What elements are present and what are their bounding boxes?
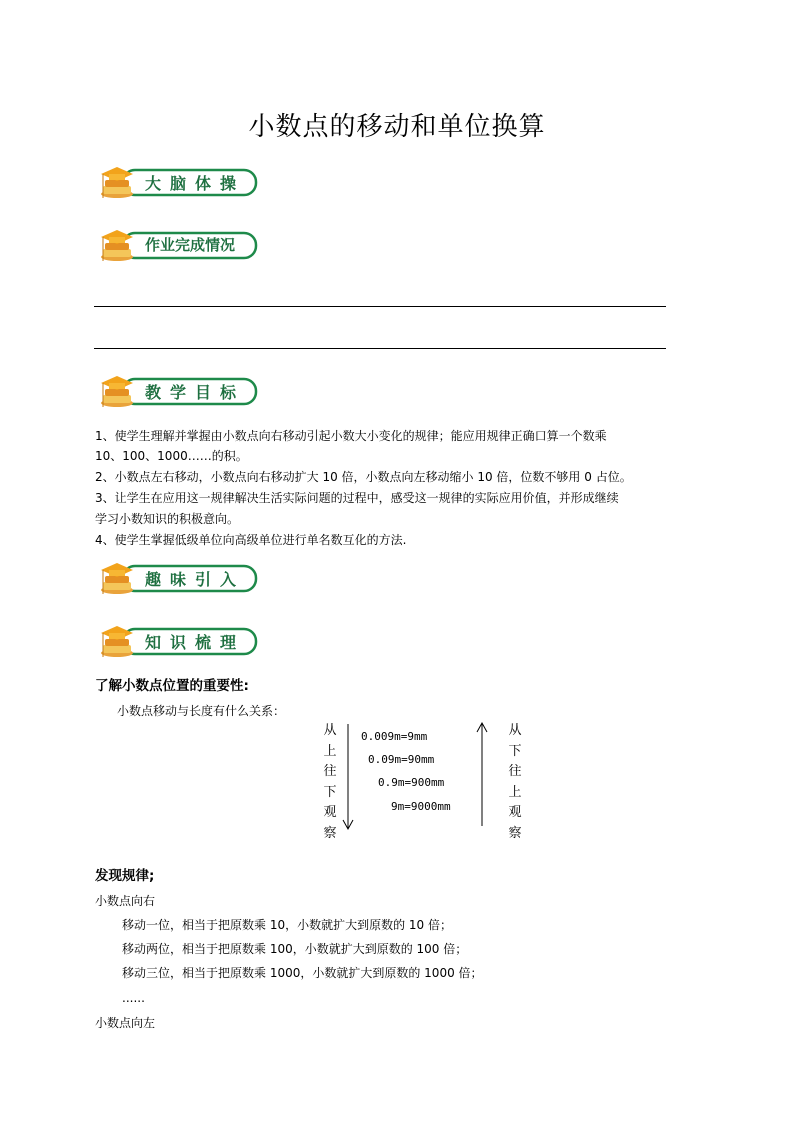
section-header-brain: [97, 164, 259, 200]
left-vertical-text: [322, 721, 338, 844]
vertical-char: 观: [323, 805, 337, 820]
vertical-char: 察: [323, 825, 337, 841]
vertical-char: 往: [508, 764, 522, 779]
vertical-char: 下: [508, 743, 522, 759]
up-arrow-icon: [476, 722, 488, 828]
rules-heading: 发现规律;: [95, 868, 155, 884]
section-title: 知识梳理: [145, 633, 246, 652]
section-title: 作业完成情况: [145, 236, 236, 254]
page-title: 小数点的移动和单位换算: [248, 112, 546, 142]
knowledge-heading: 了解小数点位置的重要性:: [95, 678, 249, 694]
goal-line: 1、使学生理解并掌握由小数点向右移动引起小数大小变化的规律；能应用规律正确口算一个数乘: [95, 429, 607, 443]
vertical-char: 上: [508, 784, 522, 800]
rules-right-title: 小数点向右: [95, 894, 156, 908]
equation: 0.009m=9mm: [361, 730, 428, 743]
rule-item: 移动两位，相当于把原数乘 100，小数就扩大到原数的 100 倍；: [122, 942, 468, 956]
equation: 0.09m=90mm: [368, 753, 435, 766]
vertical-char: 往: [323, 764, 337, 779]
down-arrow-icon: [342, 722, 354, 832]
section-header-knowledge: [97, 623, 259, 659]
section-header-intro: [97, 560, 259, 596]
vertical-char: 观: [508, 805, 522, 820]
vertical-char: 察: [508, 825, 522, 841]
rules-left-title: 小数点向左: [95, 1016, 156, 1030]
section-title: 趣味引入: [145, 570, 246, 589]
rule-item: ......: [122, 991, 145, 1005]
knowledge-question: 小数点移动与长度有什么关系：: [117, 704, 286, 718]
section-header-homework: [97, 227, 259, 263]
answer-line: [94, 348, 666, 349]
section-title: 教学目标: [145, 383, 246, 402]
section-title: 大脑体操: [145, 174, 246, 193]
equation: 9m=9000mm: [391, 800, 451, 813]
rule-item: 移动三位，相当于把原数乘 1000，小数就扩大到原数的 1000 倍；: [122, 966, 483, 980]
goal-line: 学习小数知识的积极意向。: [95, 512, 240, 526]
section-header-goals: [97, 373, 259, 409]
rule-item: 移动一位，相当于把原数乘 10，小数就扩大到原数的 10 倍；: [122, 918, 452, 932]
goal-line: 2、小数点左右移动，小数点向右移动扩大 10 倍，小数点向左移动缩小 10 倍，位数不够用 0 占位。: [95, 470, 632, 484]
vertical-char: 从: [508, 723, 522, 738]
vertical-char: 上: [323, 743, 337, 759]
goal-line: 4、使学生掌握低级单位向高级单位进行单名数互化的方法.: [95, 533, 407, 547]
equation: 0.9m=900mm: [378, 776, 445, 789]
vertical-char: 下: [323, 784, 337, 800]
answer-line: [94, 306, 666, 307]
goal-line: 3、让学生在应用这一规律解决生活实际问题的过程中，感受这一规律的实际应用价值，并形成继续: [95, 491, 619, 505]
right-vertical-text: [507, 721, 523, 844]
vertical-char: 从: [323, 723, 337, 738]
goal-line: 10、100、1000……的积。: [95, 449, 248, 463]
